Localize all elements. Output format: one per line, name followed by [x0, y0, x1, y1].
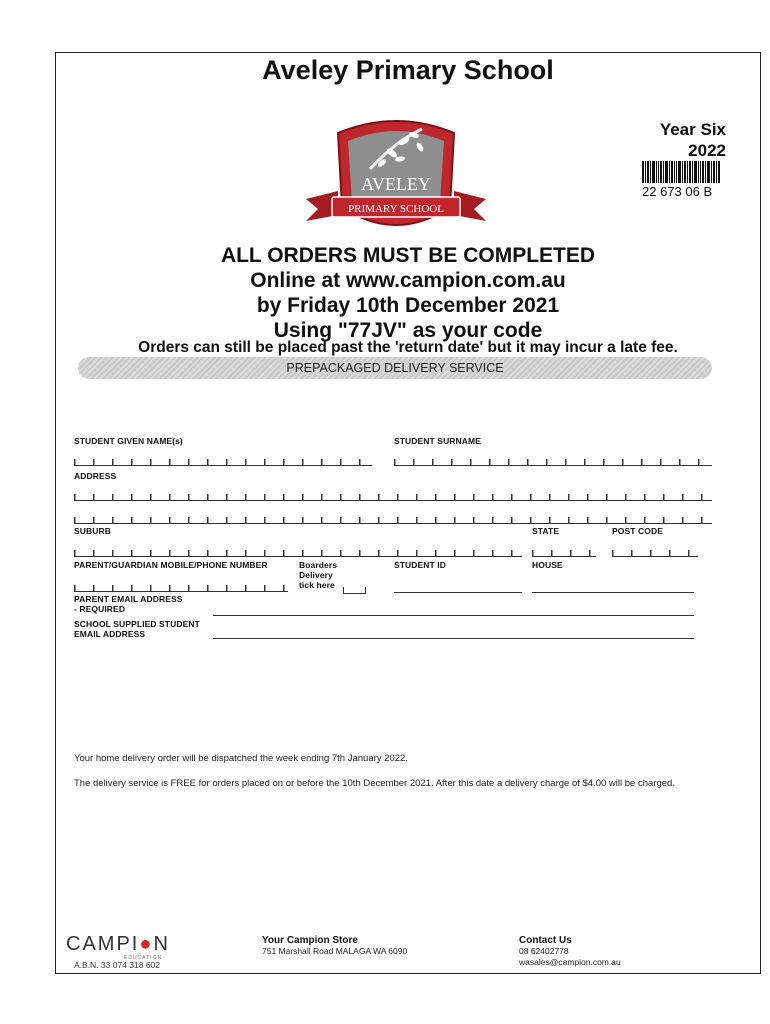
crest-subtitle: PRIMARY SCHOOL [348, 203, 444, 215]
instruction-line-2: Online at www.campion.com.au [250, 269, 566, 292]
contact-block [519, 935, 621, 968]
address-field-line-1[interactable] [74, 494, 712, 501]
boarders-line-1: Boarders [299, 560, 338, 570]
boarders-label [299, 560, 337, 590]
order-form-page [55, 52, 761, 974]
parent-email-field[interactable] [213, 615, 694, 616]
instruction-line-4: Using "77JV" as your code [273, 319, 543, 342]
dispatch-text: Your home delivery order will be dispatched the week ending 7th January 2022. [74, 753, 408, 764]
free-delivery-text: The delivery service is FREE for orders placed on or before the 10th December 2021. After this date a delivery charge of $4.00 will be charged. [74, 778, 675, 789]
instruction-line-3: by Friday 10th December 2021 [256, 294, 560, 317]
parent-email-line-2: - REQUIRED [74, 604, 126, 614]
crest-name: AVELEY [361, 174, 431, 194]
abn-number: A.B.N. 33 074 318 602 [74, 960, 161, 970]
house-label: HOUSE [532, 560, 563, 570]
student-id-field[interactable] [394, 592, 522, 593]
campion-logo [66, 933, 170, 961]
house-field[interactable] [532, 592, 694, 593]
postcode-field[interactable] [612, 550, 698, 557]
school-email-line-1: SCHOOL SUPPLIED STUDENT [74, 619, 200, 629]
boarders-line-3: tick here [299, 580, 335, 590]
barcode-number: 22 673 06 B [642, 184, 713, 199]
phone-field[interactable] [74, 585, 288, 592]
state-field[interactable] [532, 550, 596, 557]
delivery-service-banner: PREPACKAGED DELIVERY SERVICE [78, 357, 712, 379]
student-id-label: STUDENT ID [394, 560, 446, 570]
school-title: Aveley Primary School [262, 55, 554, 85]
campion-logo-text: CAMPI [66, 933, 140, 955]
given-name-label: STUDENT GIVEN NAME(s) [74, 436, 183, 446]
suburb-label: SUBURB [74, 526, 111, 536]
given-name-field[interactable] [74, 459, 372, 466]
address-field-line-2[interactable] [74, 517, 712, 524]
surname-label: STUDENT SURNAME [394, 436, 481, 446]
contact-email[interactable]: wasales@campion.com.au [519, 957, 621, 967]
school-crest [304, 111, 488, 243]
year-label: Year Six [659, 120, 726, 139]
campion-logo-end: N [153, 933, 170, 955]
address-label: ADDRESS [74, 471, 117, 481]
instruction-line-1: ALL ORDERS MUST BE COMPLETED [220, 244, 596, 267]
year-value: 2022 [688, 141, 726, 160]
boarders-tick-box[interactable] [343, 587, 366, 594]
store-title: Your Campion Store [262, 935, 358, 946]
school-email-label [74, 619, 200, 639]
barcode-icon [642, 161, 720, 183]
school-email-line-2: EMAIL ADDRESS [74, 629, 146, 639]
parent-email-line-1: PARENT EMAIL ADDRESS [74, 594, 183, 604]
contact-phone: 08 62402778 [519, 946, 569, 956]
late-fee-note: Orders can still be placed past the 'return date' but it may incur a late fee. [138, 339, 678, 356]
school-email-field[interactable] [213, 638, 694, 639]
parent-email-label [74, 594, 183, 614]
year-block [660, 119, 726, 161]
store-address: 751 Marshall Road MALAGA WA 6090 [262, 946, 408, 956]
phone-label: PARENT/GUARDIAN MOBILE/PHONE NUMBER [74, 560, 268, 570]
campion-logo-sub: EDUCATION [124, 955, 163, 961]
suburb-field[interactable] [74, 550, 522, 557]
store-block [262, 935, 407, 957]
surname-field[interactable] [394, 459, 712, 466]
contact-title: Contact Us [519, 935, 572, 946]
state-label: STATE [532, 526, 560, 536]
boarders-line-2: Delivery [299, 570, 333, 580]
campion-logo-dot-icon: ● [139, 933, 154, 955]
postcode-label: POST CODE [612, 526, 663, 536]
